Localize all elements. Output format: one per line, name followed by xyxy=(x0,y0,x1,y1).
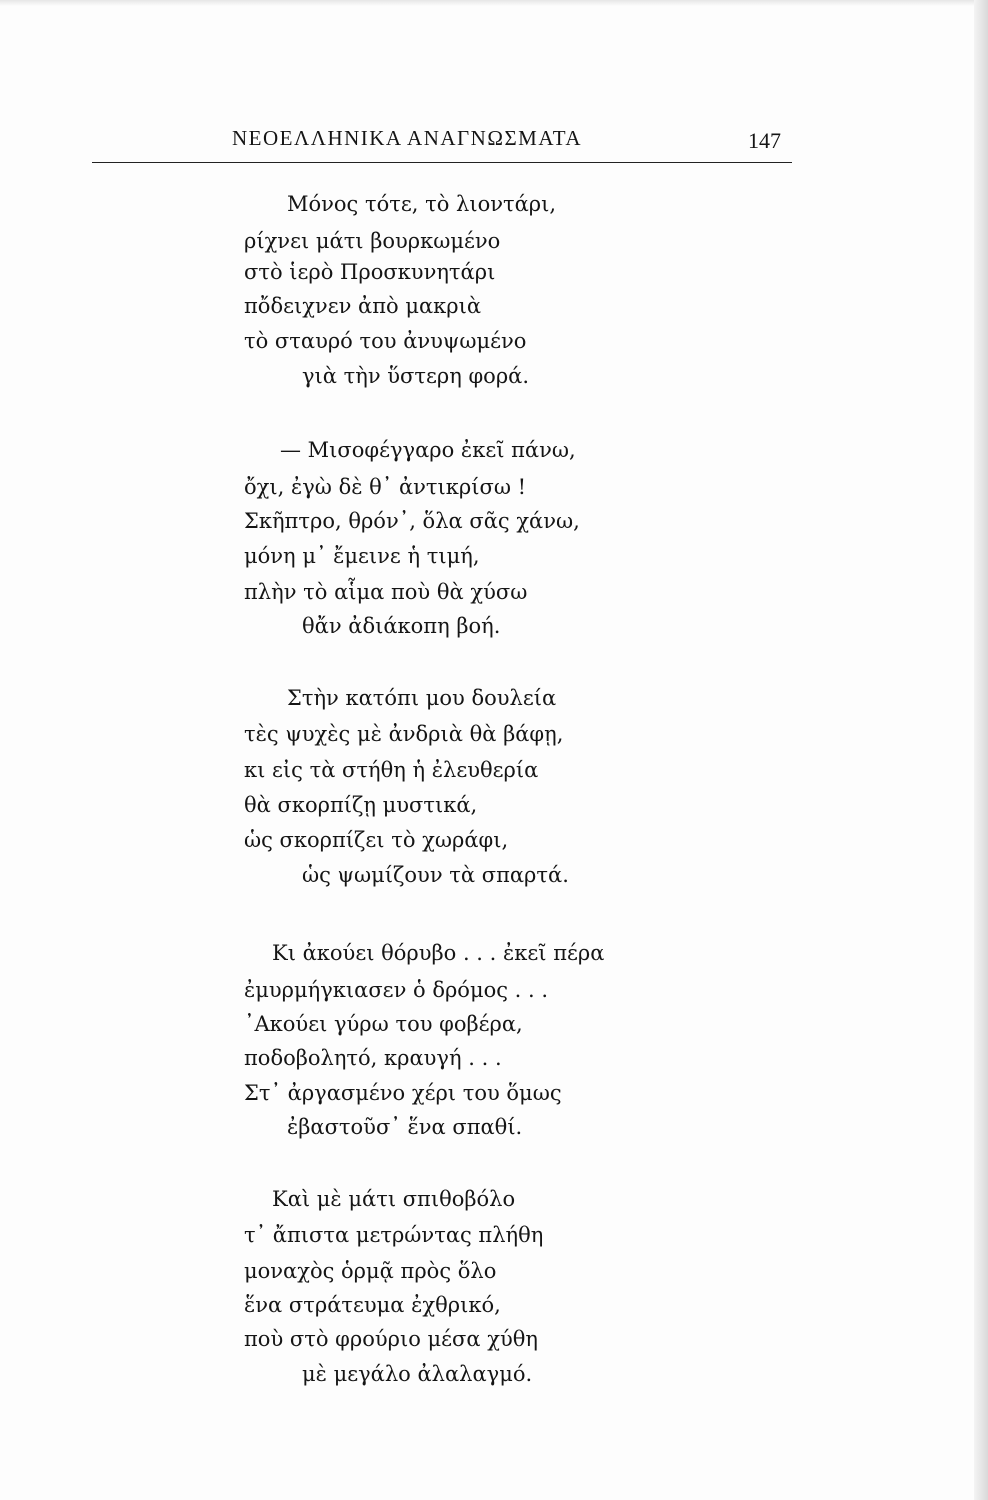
poem-line: ἐβαστοῦσ᾽ ἕνα σπαθί. xyxy=(287,1115,523,1139)
poem-line: ποὺ στὸ φρούριο μέσα χύθη xyxy=(244,1327,538,1351)
poem-line: πὄδειχνεν ἀπὸ μακριὰ xyxy=(244,294,482,318)
poem-line: ἐμυρμήγκιασεν ὁ δρόμος . . . xyxy=(244,978,549,1002)
poem-line: ρίχνει μάτι βουρκωμένο xyxy=(244,229,501,253)
poem-line: Κι ἀκούει θόρυβο . . . ἐκεῖ πέρα xyxy=(272,941,605,965)
poem-line: ὡς σκορπίζει τὸ χωράφι, xyxy=(244,828,509,852)
running-title: ΝΕΟΕΛΛΗΝΙΚΑ ΑΝΑΓΝΩΣΜΑΤΑ xyxy=(232,126,583,150)
page-number: 147 xyxy=(748,128,781,153)
page-right-edge xyxy=(974,0,988,1500)
poem-line: κι εἰς τὰ στήθη ἡ ἐλευθερία xyxy=(244,758,539,782)
poem-line: — Μισοφέγγαρο ἐκεῖ πάνω, xyxy=(280,438,576,462)
poem-line: τὸ σταυρό του ἀνυψωμένο xyxy=(244,329,527,353)
poem-line: Καὶ μὲ μάτι σπιθοβόλο xyxy=(272,1187,516,1211)
poem-line: μὲ μεγάλο ἀλαλαγμό. xyxy=(302,1362,533,1386)
header-rule xyxy=(92,162,792,163)
poem-line: Μόνος τότε, τὸ λιοντάρι, xyxy=(287,192,557,216)
poem-line: γιὰ τὴν ὕστερη φορά. xyxy=(302,364,530,388)
poem-line: ἕνα στράτευμα ἐχθρικό, xyxy=(244,1293,501,1317)
poem-line: τὲς ψυχὲς μὲ ἀνδριὰ θὰ βάφῃ, xyxy=(244,722,564,746)
poem-line: μόνη μ᾽ ἔμεινε ἡ τιμή, xyxy=(244,544,480,568)
poem-line: ὡς ψωμίζουν τὰ σπαρτά. xyxy=(302,863,569,887)
poem-line: θὰ σκορπίζῃ μυστικά, xyxy=(244,793,478,817)
poem-line: τ᾽ ἄπιστα μετρώντας πλήθη xyxy=(244,1223,544,1247)
page-top-edge xyxy=(0,0,988,6)
poem-line: ποδοβολητό, κραυγή . . . xyxy=(244,1046,502,1070)
poem-line: μοναχὸς ὁρμᾷ πρὸς ὅλο xyxy=(244,1259,497,1283)
poem-line: Σκῆπτρο, θρόν᾽, ὅλα σᾶς χάνω, xyxy=(244,509,580,533)
poem-line: πλὴν τὸ αἷμα ποὺ θὰ χύσω xyxy=(244,580,528,604)
poem-line: Στ᾽ ἀργασμένο χέρι του ὅμως xyxy=(244,1081,562,1105)
poem-line: ὄχι, ἐγὼ δὲ θ᾽ ἀντικρίσω ! xyxy=(244,475,527,499)
poem-line: Στὴν κατόπι μου δουλεία xyxy=(287,686,557,710)
poem-line: θἄν ἀδιάκοπη βοή. xyxy=(302,614,501,638)
poem-line: ᾽Ακούει γύρω του φοβέρα, xyxy=(244,1012,523,1036)
poem-line: στὸ ἱερὸ Προσκυνητάρι xyxy=(244,260,496,284)
